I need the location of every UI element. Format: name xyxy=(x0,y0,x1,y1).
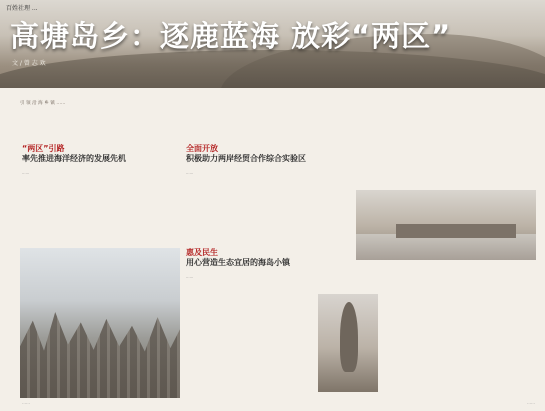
section-body-2 xyxy=(186,170,264,246)
section-body-3 xyxy=(186,274,306,386)
section-body-1 xyxy=(22,170,96,246)
section-tag-3: 惠及民生 xyxy=(186,248,218,257)
harbor-photo xyxy=(356,190,536,260)
section-body-1-text: …… xyxy=(22,171,30,175)
section-title-1: 率先推进海洋经济的发展先机 xyxy=(22,154,126,163)
island-tree-photo xyxy=(318,294,378,392)
section-tag-1: “两区”引路 xyxy=(22,144,65,153)
byline: 文 / 曾 志 欢 xyxy=(12,60,46,67)
section-tag-2: 全面开放 xyxy=(186,144,218,153)
section-title-2: 积极助力两岸经贸合作综合实验区 xyxy=(186,154,306,163)
page-title: 高塘岛乡：逐鹿蓝海 放彩“两区” xyxy=(10,19,452,53)
tree-graphic xyxy=(340,302,358,372)
footer-right: …… xyxy=(527,400,535,405)
section-heading-2 xyxy=(186,144,346,164)
sea-rocks-graphic xyxy=(20,312,180,398)
dock-graphic xyxy=(396,224,516,238)
lede-paragraph xyxy=(20,100,532,108)
coastal-rocks-photo xyxy=(20,248,180,398)
section-body-3-text: …… xyxy=(186,275,194,279)
lede-text: 引 领 沿 海 乡 镇 …… xyxy=(20,101,66,106)
footer-left: …… xyxy=(22,400,30,405)
section-heading-1 xyxy=(22,144,182,164)
magazine-brand: 百姓社理 ... xyxy=(6,5,38,12)
section-body-2-text: …… xyxy=(186,171,194,175)
section-title-3: 用心营造生态宜居的海岛小镇 xyxy=(186,258,290,267)
section-heading-3 xyxy=(186,248,356,268)
